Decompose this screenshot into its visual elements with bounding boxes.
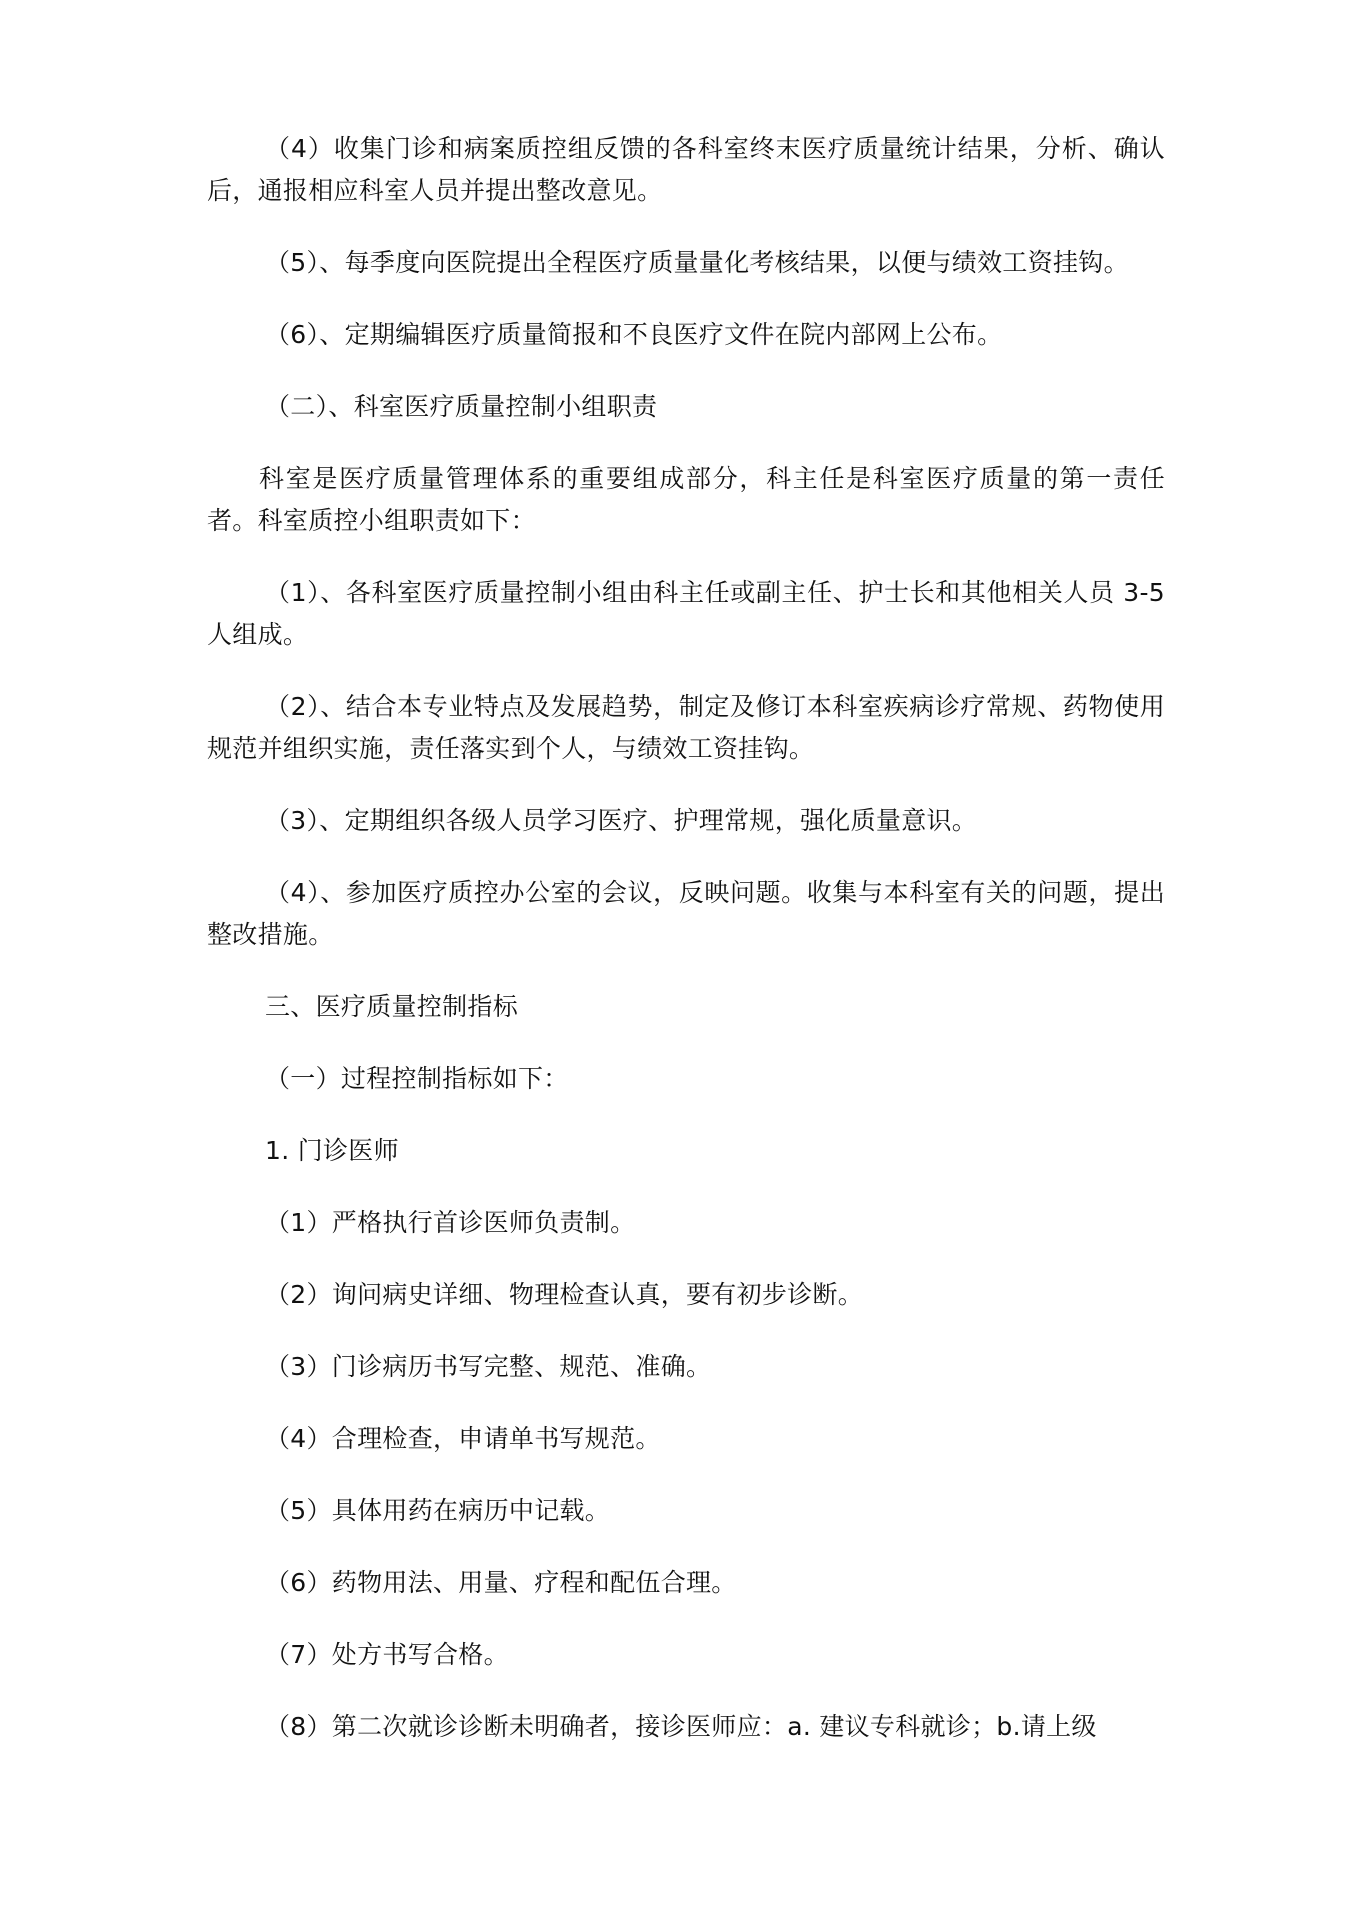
subsection-heading-1: （一）过程控制指标如下： — [265, 1064, 569, 1093]
list-item-8: （8）第二次就诊诊断未明确者，接诊医师应：a. 建议专科就诊；b.请上级 — [265, 1712, 1097, 1741]
paragraph-5: （1）、各科室医疗质量控制小组由科主任或副主任、护士长和其他相关人员 3-5 人组成。 — [207, 578, 1165, 649]
paragraph-8: （4）、参加医疗质控办公室的会议，反映问题。收集与本科室有关的问题，提出整改措施。 — [207, 878, 1165, 949]
list-item-3: （3）门诊病历书写完整、规范、准确。 — [265, 1352, 712, 1381]
paragraph-4: 科室是医疗质量管理体系的重要组成部分，科主任是科室医疗质量的第一责任者。科室质控小组职责如下： — [207, 464, 1165, 535]
paragraph-2: （5）、每季度向医院提出全程医疗质量量化考核结果，以便与绩效工资挂钩。 — [265, 248, 1129, 277]
paragraph-7: （3）、定期组织各级人员学习医疗、护理常规，强化质量意识。 — [265, 806, 978, 835]
list-item-7: （7）处方书写合格。 — [265, 1640, 509, 1669]
paragraph-3: （6）、定期编辑医疗质量简报和不良医疗文件在院内部网上公布。 — [265, 320, 1003, 349]
section-heading-3: 三、医疗质量控制指标 — [265, 992, 519, 1021]
list-heading-1: 1. 门诊医师 — [265, 1136, 399, 1165]
list-item-2: （2）询问病史详细、物理检查认真，要有初步诊断。 — [265, 1280, 864, 1309]
list-item-1: （1）严格执行首诊医师负责制。 — [265, 1208, 636, 1237]
section-heading-2: （二）、科室医疗质量控制小组职责 — [265, 392, 658, 421]
document-body — [207, 128, 1165, 1778]
list-item-5: （5）具体用药在病历中记载。 — [265, 1496, 611, 1525]
paragraph-6: （2）、结合本专业特点及发展趋势，制定及修订本科室疾病诊疗常规、药物使用规范并组织实施，责任落实到个人，与绩效工资挂钩。 — [207, 692, 1165, 763]
list-item-4: （4）合理检查，申请单书写规范。 — [265, 1424, 661, 1453]
list-item-6: （6）药物用法、用量、疗程和配伍合理。 — [265, 1568, 737, 1597]
paragraph-1: （4）收集门诊和病案质控组反馈的各科室终末医疗质量统计结果，分析、确认后，通报相应科室人员并提出整改意见。 — [207, 134, 1165, 205]
